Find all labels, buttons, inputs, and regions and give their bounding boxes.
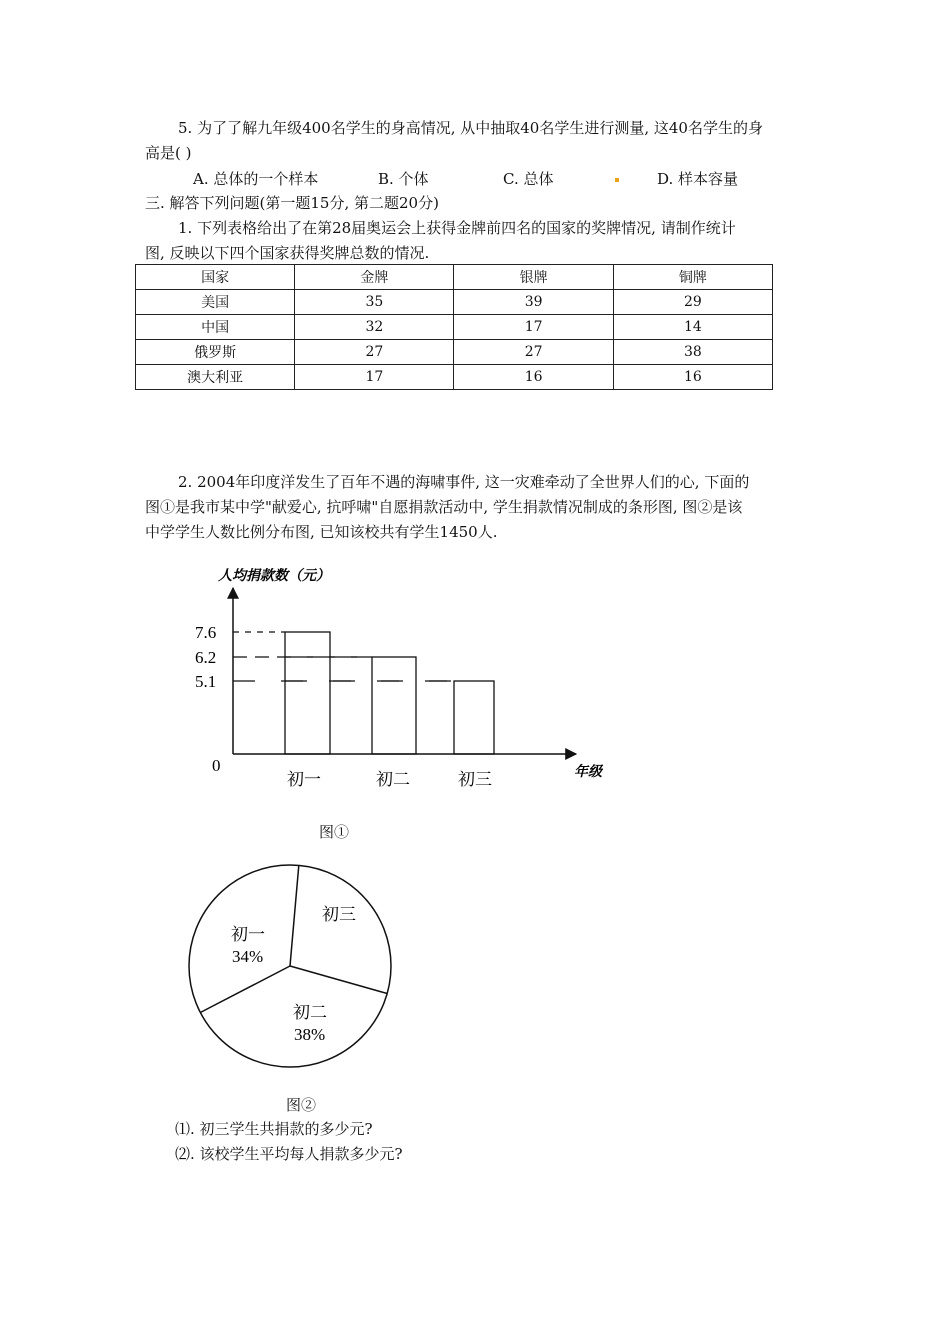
q2-line2: 图①是我市某中学"献爱心, 抗呼啸"自愿捐款活动中, 学生捐款情况制成的条形图, 图②是该 bbox=[145, 498, 743, 516]
q5-line1: 5. 为了了解九年级400名学生的身高情况, 从中抽取40名学生进行测量, 这40名学生的身 bbox=[178, 119, 763, 137]
table-cell: 中国 bbox=[136, 315, 295, 340]
decorative-dot bbox=[615, 178, 619, 182]
table-row bbox=[136, 315, 773, 340]
q5-choice-b: B. 个体 bbox=[378, 170, 429, 188]
table-cell: 38 bbox=[613, 340, 772, 365]
medal-table bbox=[135, 264, 773, 390]
table-header-cell: 银牌 bbox=[454, 265, 613, 290]
pie-slice-percent: 34% bbox=[232, 947, 264, 966]
pie-slice-label: 初三 bbox=[322, 905, 356, 925]
table-row bbox=[136, 290, 773, 315]
q1-line1: 1. 下列表格给出了在第28届奥运会上获得金牌前四名的国家的奖牌情况, 请制作统计 bbox=[178, 219, 736, 237]
pie-slice-label: 初二 bbox=[293, 1003, 327, 1023]
table-cell: 14 bbox=[613, 315, 772, 340]
q1-line2: 图, 反映以下四个国家获得奖牌总数的情况. bbox=[145, 244, 430, 262]
bar bbox=[372, 657, 416, 754]
table-cell: 16 bbox=[613, 365, 772, 390]
table-cell: 俄罗斯 bbox=[136, 340, 295, 365]
table-row bbox=[136, 365, 773, 390]
q5-line2: 高是( ) bbox=[145, 144, 192, 162]
q2-line1: 2. 2004年印度洋发生了百年不遇的海啸事件, 这一灾难牵动了全世界人们的心, 下面的 bbox=[178, 473, 750, 491]
table-cell: 16 bbox=[454, 365, 613, 390]
y-tick-label: 5.1 bbox=[195, 672, 217, 691]
table-cell: 27 bbox=[295, 340, 454, 365]
y-tick-label: 6.2 bbox=[195, 648, 217, 667]
table-header-cell: 铜牌 bbox=[613, 265, 772, 290]
q2-sub1: ⑴. 初三学生共捐款的多少元? bbox=[175, 1120, 373, 1138]
table-cell: 17 bbox=[454, 315, 613, 340]
table-row bbox=[136, 340, 773, 365]
table-header-cell: 国家 bbox=[136, 265, 295, 290]
x-tick-label: 初二 bbox=[376, 770, 410, 790]
y-tick-label: 7.6 bbox=[195, 623, 217, 642]
bar bbox=[285, 632, 330, 754]
pie-slice-boundary bbox=[200, 966, 290, 1012]
pie-slice-boundary bbox=[290, 865, 299, 966]
x-tick-label: 初三 bbox=[458, 770, 492, 790]
table-cell: 17 bbox=[295, 365, 454, 390]
x-tick-label: 初一 bbox=[287, 770, 321, 790]
q5-choice-d: D. 样本容量 bbox=[657, 170, 739, 188]
origin-label: 0 bbox=[212, 756, 221, 775]
table-header-row bbox=[136, 265, 773, 290]
bar bbox=[454, 681, 494, 754]
table-cell: 29 bbox=[613, 290, 772, 315]
table-header-cell: 金牌 bbox=[295, 265, 454, 290]
figure1-caption: 图① bbox=[319, 823, 350, 841]
table-cell: 39 bbox=[454, 290, 613, 315]
table-cell: 美国 bbox=[136, 290, 295, 315]
table-cell: 27 bbox=[454, 340, 613, 365]
q2-sub2: ⑵. 该校学生平均每人捐款多少元? bbox=[175, 1145, 403, 1163]
pie-slice-percent: 38% bbox=[294, 1025, 326, 1044]
q5-choice-a: A. 总体的一个样本 bbox=[193, 170, 319, 188]
pie-slice-boundary bbox=[290, 966, 387, 994]
figure2-caption: 图② bbox=[286, 1096, 317, 1114]
x-axis-label: 年级 bbox=[574, 764, 602, 780]
table-cell: 35 bbox=[295, 290, 454, 315]
q2-line3: 中学学生人数比例分布图, 已知该校共有学生1450人. bbox=[145, 523, 498, 541]
q5-choice-c: C. 总体 bbox=[503, 170, 554, 188]
pie-outline bbox=[189, 865, 391, 1067]
section-heading: 三. 解答下列问题(第一题15分, 第二题20分) bbox=[145, 194, 439, 212]
y-axis-label: 人均捐款数（元） bbox=[218, 568, 330, 584]
table-cell: 澳大利亚 bbox=[136, 365, 295, 390]
table-cell: 32 bbox=[295, 315, 454, 340]
pie-slice-label: 初一 bbox=[231, 925, 265, 945]
